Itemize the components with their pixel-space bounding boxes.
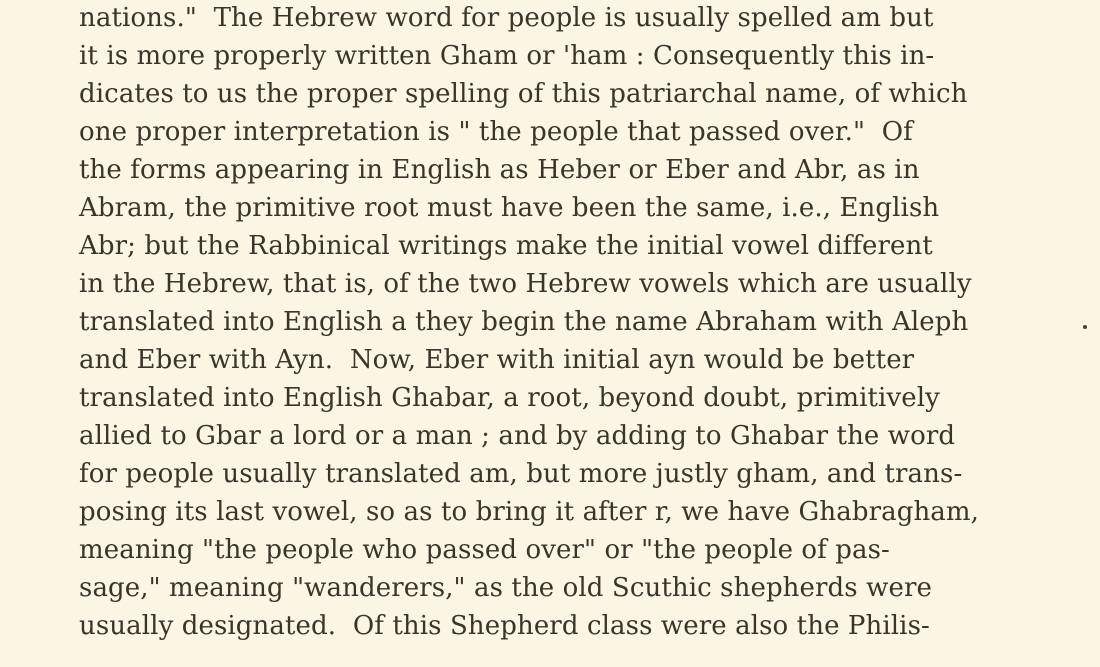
text-line: allied to Gbar a lord or a man ; and by adding to Ghabar the word <box>79 421 956 451</box>
text-line: meaning "the people who passed over" or "the people of pas- <box>79 535 890 565</box>
text-line: in the Hebrew, that is, of the two Hebrew vowels which are usually <box>79 269 972 299</box>
text-line: Abr; but the Rabbinical writings make the initial vowel different <box>79 231 933 261</box>
text-line: Abram, the primitive root must have been the same, i.e., English <box>79 193 940 223</box>
text-line: it is more properly written Gham or 'ham : Consequently this in- <box>79 41 935 71</box>
text-line: translated into English a they begin the name Abraham with Aleph <box>79 307 969 337</box>
ink-speck <box>1083 325 1087 329</box>
text-line: the forms appearing in English as Heber or Eber and Abr, as in <box>79 155 920 185</box>
text-line: translated into English Ghabar, a root, beyond doubt, primitively <box>79 383 940 413</box>
text-line: one proper interpretation is " the people that passed over." Of <box>79 117 913 147</box>
text-line: usually designated. Of this Shepherd class were also the Philis- <box>79 611 930 641</box>
text-line: dicates to us the proper spelling of this patriarchal name, of which <box>79 79 968 109</box>
text-line: sage," meaning "wanderers," as the old Scuthic shepherds were <box>79 573 932 603</box>
text-line: posing its last vowel, so as to bring it after r, we have Ghabragham, <box>79 497 980 527</box>
text-line: and Eber with Ayn. Now, Eber with initial ayn would be better <box>79 345 915 375</box>
text-line: for people usually translated am, but more justly gham, and trans- <box>79 459 963 489</box>
text-line: nations." The Hebrew word for people is usually spelled am but <box>79 3 934 33</box>
